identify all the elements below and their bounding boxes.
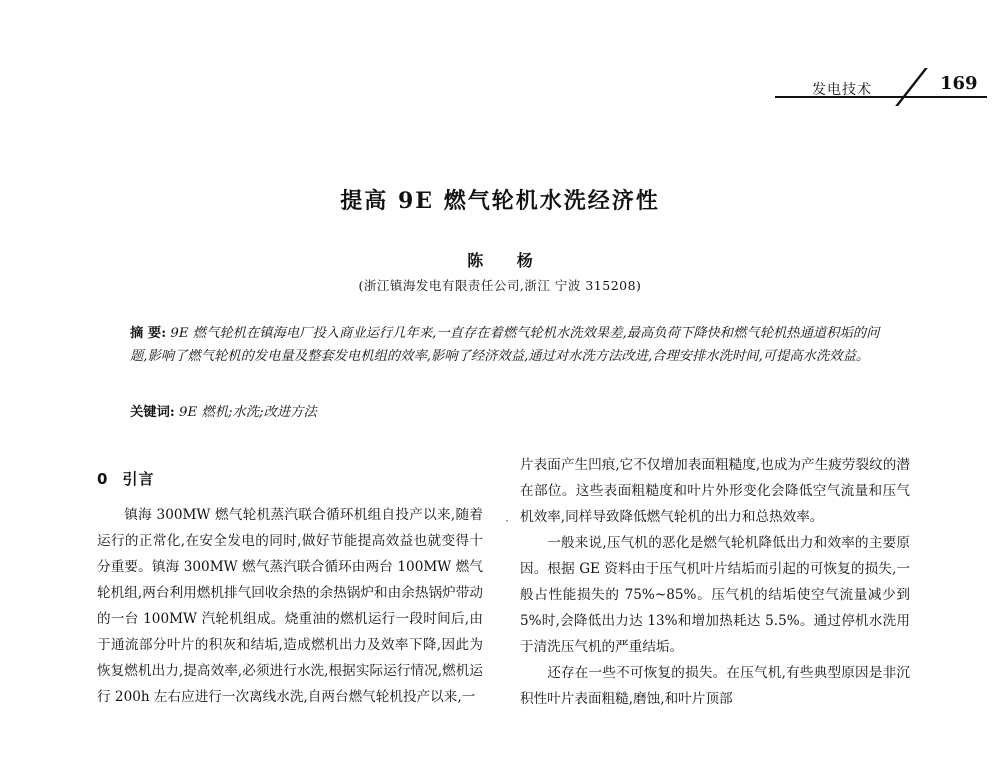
section-number: 0 <box>97 470 109 488</box>
body-paragraph: 片表面产生凹痕,它不仅增加表面粗糙度,也成为产生疲劳裂纹的潜在部位。这些表面粗糙度和叶片外形变化会降低空气流量和压气机效率,同样导致降低燃气轮机的出力和总热效率。 <box>520 457 910 525</box>
section-name: 发电技术 <box>812 82 872 98</box>
page-number: 169 <box>940 73 978 94</box>
section-heading <box>97 466 483 492</box>
body-paragraph: 一般来说,压气机的恶化是燃气轮机降低出力和效率的主要原因。根据 GE 资料由于压气机叶片结垢而引起的可恢复的损失,一般占性能损失的 75%~85%。压气机的结垢使空气流量减少到 5%时,会降低出力达 13%和增加热耗达 5.5%。通过停机水洗用于清洗压气机的严重结垢。 <box>520 535 910 655</box>
left-column <box>97 452 483 710</box>
body-paragraph: 还存在一些不可恢复的损失。在压气机,有些典型原因是非沉积性叶片表面粗糙,磨蚀,和叶片顶部 <box>520 665 910 707</box>
abstract-text: 9E 燃气轮机在镇海电厂投入商业运行几年来,一直存在着燃气轮机水洗效果差,最高负荷下降快和燃气轮机热通道积垢的问题,影响了燃气轮机的发电量及整套发电机组的效率,影响了经济效益,通过对水洗方法改进,合理安排水洗时间,可提高水洗效益。 <box>130 326 880 364</box>
right-column <box>520 452 910 712</box>
article-affiliation: (浙江镇海发电有限责任公司,浙江 宁波 315208) <box>358 278 642 293</box>
keywords-label: 关键词: <box>130 405 175 420</box>
header-slash <box>895 68 928 106</box>
abstract-label: 摘 要: <box>130 326 167 341</box>
body-paragraph: 镇海 300MW 燃气轮机蒸汽联合循环机组自投产以来,随着运行的正常化,在安全发电的同时,做好节能提高效益也就变得十分重要。镇海 300MW 燃气蒸汽联合循环由两台 100MW 燃气轮机组,两台利用燃机排气回收余热的余热锅炉和由余热锅炉带动的一台 100MW 汽轮机组成。烧重油的燃机运行一段时间后,由于通流部分叶片的积灰和结垢,造成燃机出力及效率下降,因此为恢复燃机出力,提高效率,必须进行水洗,根据实际运行情况,燃机运行 200h 左右应进行一次离线水洗,自两台燃气轮机投产以来,一 <box>97 507 483 705</box>
abstract <box>130 322 880 368</box>
article-title: 提高 9E 燃气轮机水洗经济性 <box>340 188 660 214</box>
margin-dot: · <box>505 514 509 528</box>
keywords <box>130 401 880 424</box>
keywords-text: 9E 燃机;水洗;改进方法 <box>179 405 317 420</box>
section-title: 引言 <box>122 470 155 488</box>
article-author: 陈 杨 <box>467 251 547 270</box>
header-rule <box>775 96 987 98</box>
